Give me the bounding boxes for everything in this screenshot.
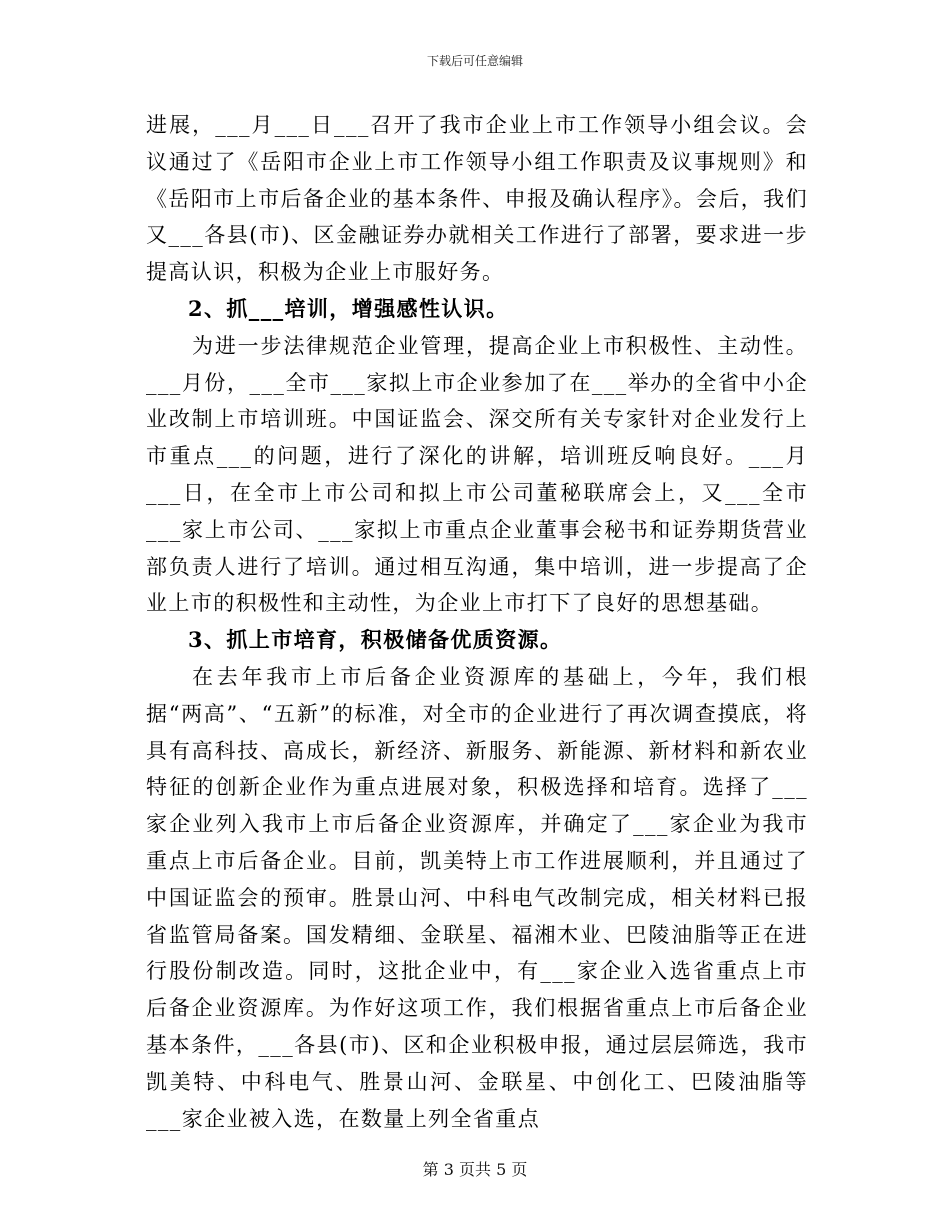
page-number-footer: 第 3 页共 5 页	[422, 1160, 528, 1179]
page-header: 下载后可任意编辑	[426, 54, 523, 68]
paragraph-cultivation: 在去年我市上市后备企业资源库的基础上，今年，我们根据“两高”、“五新”的标准，对全市的企业进行了再次调查摸底，将具有高科技、高成长，新经济、新服务、新能源、新材料和新农业特征的创新企业作为重点进展对象，积极选择和培育。选择了___家企业列入我市上市后备企业资源库，并确定了___家企业为我市重点上市后备企业。目前，凯美特上市工作进展顺利，并且通过了中国证监会的预审。胜景山河、中科电气改制完成，相关材料已报省监管局备案。国发精细、金联星、福湘木业、巴陵油脂等正在进行股份制改造。同时，这批企业中，有___家企业入选省重点上市后备企业资源库。为作好这项工作，我们根据省重点上市后备企业基本条件，___各县(市)、区和企业积极申报，通过层层筛选，我市凯美特、中科电气、胜景山河、金联星、中创化工、巴陵油脂等___家企业被入选，在数量上列全省重点	[146, 664, 808, 1131]
paragraph-progress: 进展，___月___日___召开了我市企业上市工作领导小组会议。会议通过了《岳阳市企业上市工作领导小组工作职责及议事规则》和《岳阳市上市后备企业的基本条件、申报及确认程序》。会后，我们又___各县(市)、区金融证券办就相关工作进行了部署，要求进一步提高认识，积极为企业上市服好务。	[146, 113, 808, 285]
section-heading-3: 3、抓上市培育，积极储备优质资源。	[188, 627, 563, 653]
section-heading-2: 2、抓___培训，增强感性认识。	[188, 295, 509, 321]
paragraph-training: 为进一步法律规范企业管理，提高企业上市积极性、主动性。___月份，___全市___家拟上市企业参加了在___举办的全省中小企业改制上市培训班。中国证监会、深交所有关专家针对企业发行上市重点___的问题，进行了深化的讲解，培训班反响良好。___月___日，在全市上市公司和拟上市公司董秘联席会上，又___全市___家上市公司、___家拟上市重点企业董事会秘书和证券期货营业部负责人进行了培训。通过相互沟通，集中培训，进一步提高了企业上市的积极性和主动性，为企业上市打下了良好的思想基础。	[146, 333, 808, 616]
document-body	[146, 107, 808, 1137]
